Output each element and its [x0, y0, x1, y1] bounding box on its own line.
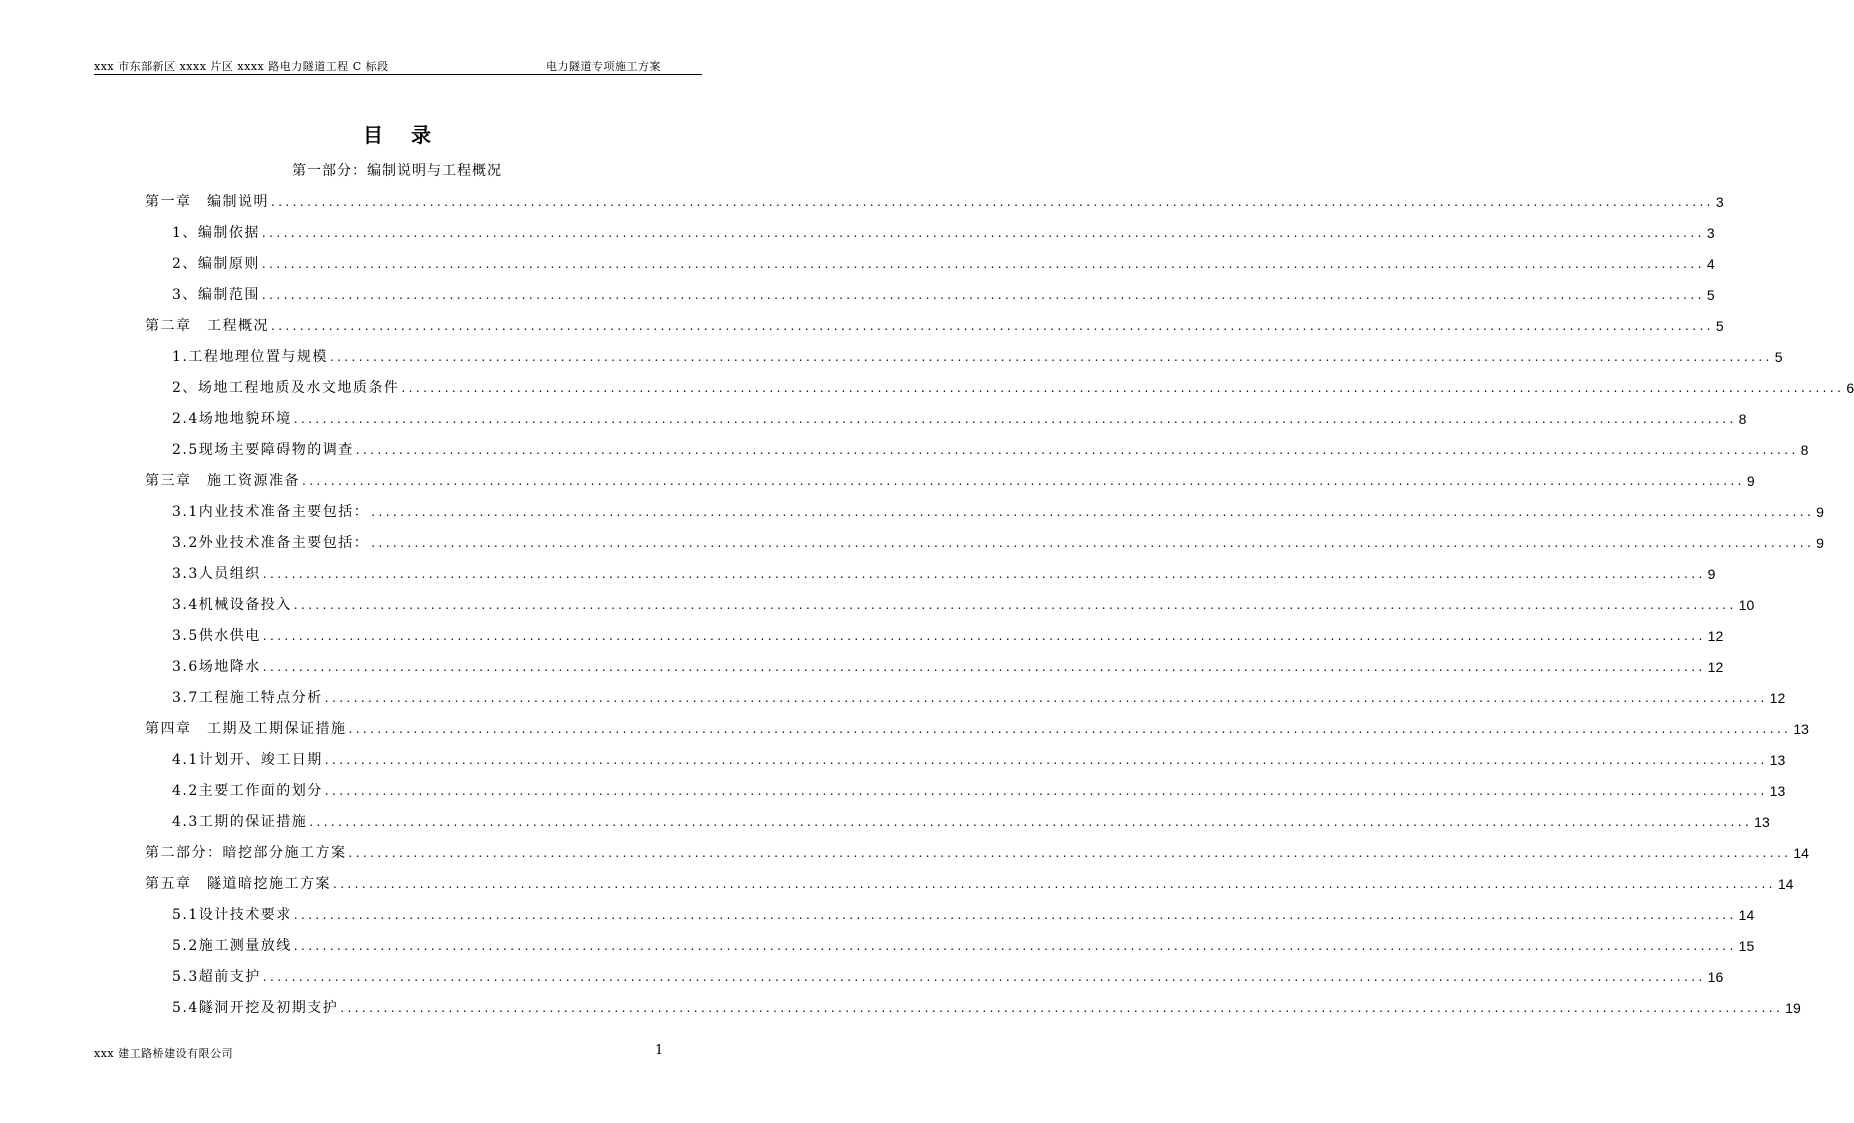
toc-entry[interactable]	[145, 843, 1809, 863]
toc-dot-leader: ........................................................................................................................................................................................................	[293, 598, 1737, 612]
toc-entry-page: 14	[1777, 876, 1794, 892]
toc-entry-page: 3	[1715, 194, 1724, 210]
toc-entry-page: 16	[1707, 969, 1724, 985]
toc-dot-leader: ........................................................................................................................................................................................................	[371, 505, 1815, 519]
toc-entry[interactable]	[172, 378, 1854, 398]
toc-entry[interactable]	[172, 409, 1747, 429]
header-document-name: 电力隧道专项施工方案	[546, 60, 661, 73]
toc-dot-leader: ........................................................................................................................................................................................................	[324, 753, 1768, 767]
toc-entry-label: 5.1设计技术要求	[172, 907, 292, 923]
toc-entry-label: 第一章 编制说明	[145, 194, 269, 210]
toc-dot-leader: ........................................................................................................................................................................................................	[262, 567, 1706, 581]
toc-dot-leader: ........................................................................................................................................................................................................	[324, 691, 1768, 705]
toc-entry-label: 3.2外业技术准备主要包括：	[172, 535, 370, 551]
toc-entry[interactable]	[172, 781, 1786, 801]
footer-company: xxx 建工路桥建设有限公司	[94, 1047, 234, 1060]
toc-entry-label: 4.1计划开、竣工日期	[172, 752, 323, 768]
toc-dot-leader: ........................................................................................................................................................................................................	[261, 288, 1705, 302]
toc-entry-label: 第三章 施工资源准备	[145, 473, 300, 489]
toc-dot-leader: ........................................................................................................................................................................................................	[261, 226, 1705, 240]
toc-entry-label: 5.2施工测量放线	[172, 938, 292, 954]
toc-part-heading: 第一部分：编制说明与工程概况	[292, 163, 502, 179]
toc-entry-page: 12	[1707, 659, 1724, 675]
toc-entry-page: 12	[1707, 628, 1724, 644]
toc-entry-page: 10	[1738, 597, 1755, 613]
toc-entry-label: 3.1内业技术准备主要包括：	[172, 504, 370, 520]
toc-entry-page: 13	[1769, 783, 1786, 799]
toc-dot-leader: ........................................................................................................................................................................................................	[371, 536, 1815, 550]
toc-entry-page: 9	[1746, 473, 1755, 489]
toc-dot-leader: ........................................................................................................................................................................................................	[262, 970, 1706, 984]
toc-entry-label: 3.4机械设备投入	[172, 597, 292, 613]
toc-entry-label: 第二章 工程概况	[145, 318, 269, 334]
toc-dot-leader: ........................................................................................................................................................................................................	[293, 412, 1737, 426]
toc-entry-page: 13	[1769, 752, 1786, 768]
footer-page-number: 1	[655, 1043, 664, 1058]
toc-entry[interactable]	[172, 626, 1724, 646]
page-header	[94, 56, 702, 75]
toc-entry[interactable]	[145, 874, 1794, 894]
toc-entry[interactable]	[145, 192, 1724, 212]
toc-entry-label: 1.工程地理位置与规模	[172, 349, 328, 365]
toc-entry-label: 第四章 工期及工期保证措施	[145, 721, 347, 737]
toc-dot-leader: ........................................................................................................................................................................................................	[261, 257, 1705, 271]
toc-entry-page: 13	[1754, 814, 1770, 830]
toc-dot-leader: ........................................................................................................................................................................................................	[262, 660, 1706, 674]
toc-dot-leader: ........................................................................................................................................................................................................	[401, 381, 1845, 395]
toc-entry-page: 8	[1800, 442, 1809, 458]
toc-entry[interactable]	[172, 657, 1724, 677]
toc-entry[interactable]	[145, 471, 1755, 491]
toc-entry-label: 1、编制依据	[172, 225, 260, 241]
toc-entry[interactable]	[172, 564, 1716, 584]
toc-entry-page: 8	[1738, 411, 1747, 427]
toc-entry-label: 3.7工程施工特点分析	[172, 690, 323, 706]
toc-dot-leader: ........................................................................................................................................................................................................	[324, 784, 1768, 798]
toc-entry-label: 2、场地工程地质及水文地质条件	[172, 380, 400, 396]
toc-entry-page: 9	[1816, 504, 1824, 520]
toc-dot-leader: ........................................................................................................................................................................................................	[355, 443, 1799, 457]
toc-entry-label: 第五章 隧道暗挖施工方案	[145, 876, 331, 892]
toc-entry[interactable]	[172, 936, 1755, 956]
toc-dot-leader: ........................................................................................................................................................................................................	[271, 319, 1714, 333]
toc-entry[interactable]	[172, 254, 1715, 274]
toc-entry-label: 4.3工期的保证措施	[172, 814, 308, 830]
toc-entry[interactable]	[172, 750, 1786, 770]
toc-entry-label: 2、编制原则	[172, 256, 260, 272]
toc-entry[interactable]	[172, 812, 1770, 832]
toc-dot-leader: ........................................................................................................................................................................................................	[329, 350, 1773, 364]
toc-entry-page: 13	[1793, 721, 1809, 737]
toc-entry[interactable]	[172, 688, 1786, 708]
toc-entry[interactable]	[145, 719, 1809, 739]
toc-title: 目录	[363, 123, 459, 147]
toc-entry[interactable]	[172, 440, 1809, 460]
toc-entry[interactable]	[172, 533, 1824, 553]
toc-entry-page: 14	[1738, 907, 1755, 923]
toc-entry-label: 第二部分：暗挖部分施工方案	[145, 845, 347, 861]
header-project-name: xxx 市东部新区 xxxx 片区 xxxx 路电力隧道工程 C 标段	[94, 60, 389, 73]
toc-dot-leader: ........................................................................................................................................................................................................	[302, 474, 1745, 488]
toc-entry-page: 4	[1706, 256, 1715, 272]
toc-entry-page: 5	[1706, 287, 1715, 303]
toc-dot-leader: ........................................................................................................................................................................................................	[348, 722, 1792, 736]
toc-entry-label: 2.5现场主要障碍物的调查	[172, 442, 354, 458]
toc-entry[interactable]	[172, 905, 1755, 925]
toc-entry-page: 5	[1715, 318, 1724, 334]
toc-dot-leader: ........................................................................................................................................................................................................	[262, 629, 1706, 643]
toc-entry-label: 3.6场地降水	[172, 659, 261, 675]
toc-dot-leader: ........................................................................................................................................................................................................	[271, 195, 1714, 209]
toc-dot-leader: ........................................................................................................................................................................................................	[293, 908, 1737, 922]
toc-dot-leader: ........................................................................................................................................................................................................	[340, 1001, 1784, 1015]
toc-dot-leader: ........................................................................................................................................................................................................	[348, 846, 1792, 860]
toc-entry-page: 3	[1706, 225, 1715, 241]
toc-entry-label: 3.3人员组织	[172, 566, 261, 582]
toc-entry[interactable]	[172, 347, 1783, 367]
toc-dot-leader: ........................................................................................................................................................................................................	[293, 939, 1737, 953]
toc-entry-page: 6	[1846, 380, 1854, 396]
toc-entry[interactable]	[145, 316, 1724, 336]
toc-entry-page: 12	[1769, 690, 1786, 706]
toc-entry-page: 5	[1774, 349, 1783, 365]
toc-entry[interactable]	[172, 967, 1724, 987]
toc-entry[interactable]	[172, 998, 1801, 1018]
toc-entry-page: 19	[1785, 1000, 1801, 1016]
toc-entry[interactable]	[172, 223, 1715, 243]
toc-entry-label: 3、编制范围	[172, 287, 260, 303]
toc-entry[interactable]	[172, 595, 1755, 615]
toc-entry[interactable]	[172, 502, 1824, 522]
toc-entry-page: 14	[1793, 845, 1809, 861]
toc-entry-label: 4.2主要工作面的划分	[172, 783, 323, 799]
toc-entry-label: 5.4隧洞开挖及初期支护	[172, 1000, 339, 1016]
toc-entry-page: 15	[1738, 938, 1755, 954]
toc-dot-leader: ........................................................................................................................................................................................................	[309, 815, 1753, 829]
toc-entry-label: 3.5供水供电	[172, 628, 261, 644]
toc-dot-leader: ........................................................................................................................................................................................................	[333, 877, 1776, 891]
toc-entry-label: 5.3超前支护	[172, 969, 261, 985]
toc-entry[interactable]	[172, 285, 1715, 305]
toc-entry-label: 2.4场地地貌环境	[172, 411, 292, 427]
toc-entry-page: 9	[1707, 566, 1716, 582]
toc-entry-page: 9	[1816, 535, 1824, 551]
